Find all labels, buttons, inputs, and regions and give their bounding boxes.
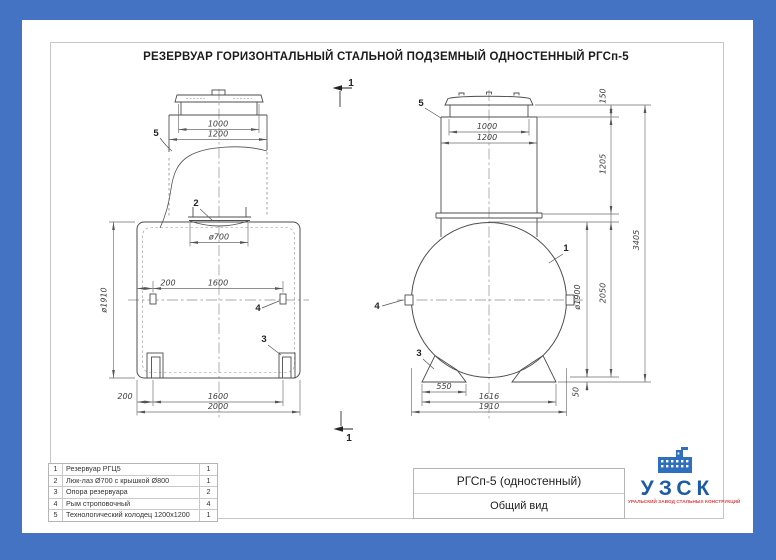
- part-number: 4: [49, 499, 63, 510]
- table-row: [49, 464, 217, 476]
- drawing-title: РЕЗЕРВУАР ГОРИЗОНТАЛЬНЫЙ СТАЛЬНОЙ ПОДЗЕМНЫЙ ОДНОСТЕННЫЙ РГСп-5: [143, 51, 629, 63]
- dim-text: 1000: [207, 119, 229, 129]
- callout-support: 3: [261, 334, 267, 345]
- well-cover-tab: [212, 90, 225, 95]
- part-name: Технологический колодец 1200x1200: [63, 510, 200, 521]
- dim-text: 2000: [207, 402, 229, 411]
- dim-text: ø1910: [99, 287, 109, 313]
- factory-icon: [657, 446, 693, 474]
- front-dimensions: [100, 104, 301, 416]
- rym-left-side: [405, 295, 413, 305]
- part-name: Опора резервуара: [63, 487, 200, 498]
- dim-text: 1200: [207, 129, 229, 139]
- part-number: 5: [49, 510, 63, 521]
- part-name: Рым строповочный: [63, 499, 200, 510]
- callout-rym: 4: [255, 303, 261, 314]
- dim-front-rym: [137, 279, 283, 293]
- dim-text: 1910: [478, 402, 500, 411]
- support-left: [422, 356, 466, 383]
- section-label-bottom: 1: [346, 433, 352, 444]
- dim-text: 200: [117, 392, 133, 401]
- company-logo: [628, 446, 741, 504]
- break-line: [160, 147, 267, 228]
- well-hidden-walls: [169, 152, 267, 217]
- dim-side-heights: [599, 88, 612, 377]
- front-callouts: [153, 128, 281, 355]
- part-name: Резервуар РГЦ5: [63, 464, 200, 475]
- rym-left: [150, 294, 156, 304]
- dim-side-well-outer: [441, 133, 537, 143]
- callout-well: 5: [153, 128, 159, 139]
- logo-tagline: УРАЛЬСКИЙ ЗАВОД СТАЛЬНЫХ КОНСТРУКЦИЙ: [628, 499, 741, 504]
- title-block-model: РГСп-5 (одностенный): [414, 469, 624, 494]
- parts-table: [48, 463, 218, 522]
- part-name: Люк-лаз Ø700 с крышкой Ø800: [63, 476, 200, 487]
- dim-side-total-height: [632, 105, 645, 382]
- part-qty: 4: [206, 498, 211, 508]
- callout-rym: 4: [374, 301, 380, 312]
- tank-legs: [147, 353, 295, 378]
- callout-manhole: 2: [193, 198, 199, 209]
- dim-side-ground-gap: [572, 368, 588, 397]
- rym-right: [280, 294, 286, 304]
- table-row: [49, 476, 217, 488]
- dim-side-bottom: [412, 368, 567, 416]
- section-marks: [333, 78, 355, 444]
- dim-text: 2050: [598, 282, 608, 304]
- dim-text: ø700: [208, 232, 230, 242]
- table-row: [49, 499, 217, 511]
- dim-text: 3405: [632, 229, 641, 251]
- callout-well: 5: [418, 98, 424, 109]
- dim-text: 200: [160, 278, 176, 288]
- title-block-view-name: Общий вид: [490, 500, 548, 512]
- callout-tank: 1: [563, 243, 569, 254]
- dim-text: 1600: [207, 392, 229, 401]
- dim-text: 1000: [476, 122, 498, 131]
- dim-text: 1200: [476, 133, 498, 142]
- dim-text: 1205: [598, 153, 608, 175]
- dim-text: 150: [598, 88, 608, 104]
- dim-text: ø1900: [573, 284, 582, 310]
- dim-text: 1600: [207, 278, 229, 288]
- part-qty: 1: [206, 510, 211, 520]
- side-dimensions: [412, 88, 652, 416]
- part-number: 2: [49, 476, 63, 487]
- callout-support: 3: [416, 348, 422, 359]
- tank-outline: [137, 222, 300, 378]
- manhole: [188, 207, 251, 226]
- side-callouts: [374, 98, 569, 369]
- section-label-top: 1: [348, 78, 354, 89]
- dim-front-bottom: [117, 380, 300, 416]
- part-qty: 2: [206, 487, 211, 497]
- part-qty: 1: [206, 464, 211, 473]
- dim-text: 50: [571, 386, 581, 398]
- dim-text: 550: [436, 382, 452, 391]
- part-qty: 1: [206, 475, 211, 485]
- dim-text: 1616: [478, 392, 500, 401]
- part-number: 3: [49, 487, 63, 498]
- dim-side-diameter: [573, 222, 587, 377]
- table-row: [49, 510, 217, 521]
- logo-abbr: УЗСК: [640, 477, 715, 500]
- table-row: [49, 487, 217, 499]
- title-block: [413, 468, 625, 519]
- support-right: [512, 356, 556, 383]
- part-number: 1: [49, 464, 63, 475]
